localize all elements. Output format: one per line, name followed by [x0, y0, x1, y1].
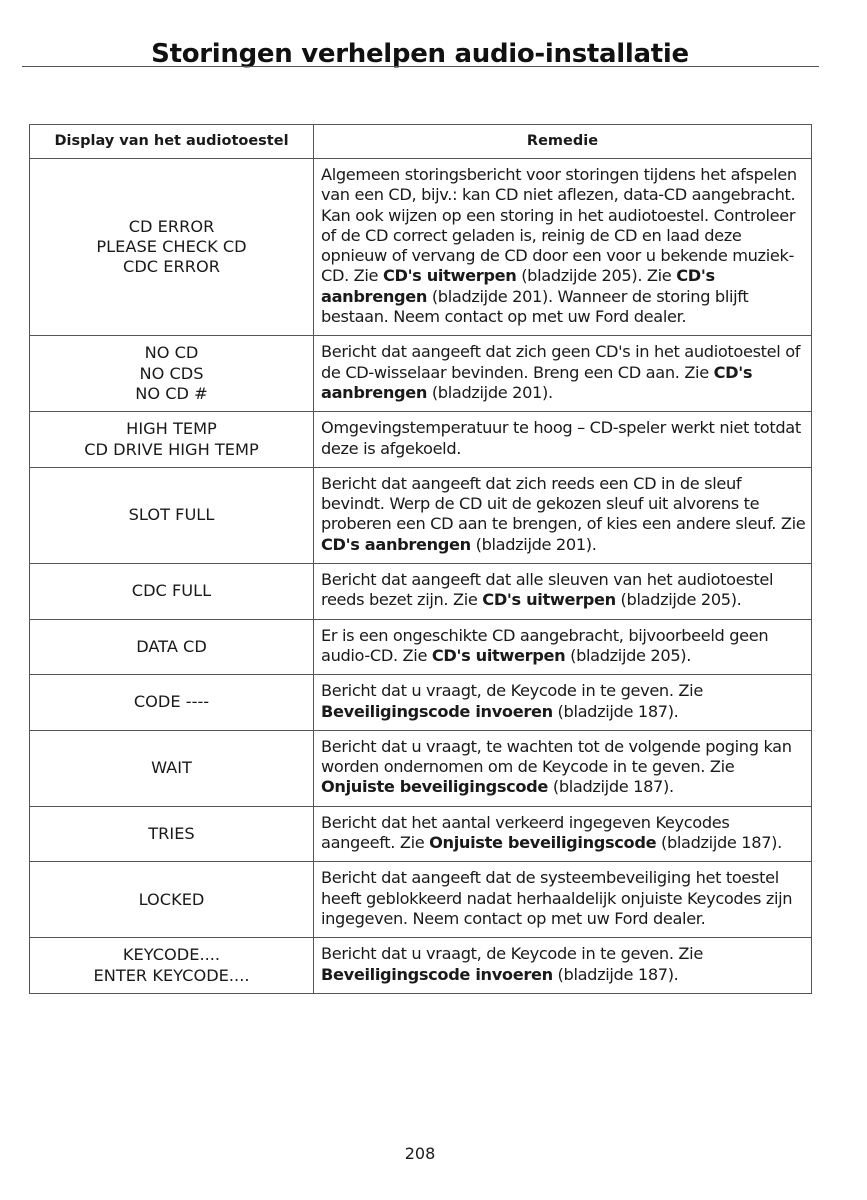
remedy-cell [314, 564, 812, 620]
display-message-cell [30, 675, 314, 731]
display-message: CD ERROR [128, 216, 215, 236]
display-message: HIGH TEMP [126, 419, 217, 439]
table-row [30, 619, 812, 675]
remedy-reference: CD's aanbrengen [321, 362, 753, 402]
header-remedy: Remedie [314, 125, 812, 159]
table-row [30, 564, 812, 620]
page-title: Storingen verhelpen audio-installatie [151, 39, 689, 70]
remedy-reference: Beveiligingscode invoeren [321, 964, 553, 984]
header-display: Display van het audiotoestel [30, 125, 314, 159]
display-message-cell [30, 938, 314, 994]
remedy-cell [314, 467, 812, 563]
remedy-cell [314, 730, 812, 806]
table-row [30, 806, 812, 862]
remedy-text: Er is een ongeschikte CD aangebracht, bijvoorbeeld geen audio-CD. Zie [321, 625, 769, 665]
remedy-cell [314, 159, 812, 336]
remedy-text: (bladzijde 187). [552, 964, 679, 984]
display-message-cell [30, 412, 314, 468]
display-message-cell [30, 336, 314, 412]
remedy-text: Bericht dat aangeeft dat zich reeds een CD in de sleuf bevindt. Werp de CD uit de gekozen sleuf uit alvorens te proberen een CD aan te brengen, of kies een andere sleuf. Zie [321, 473, 806, 534]
display-message: CODE ---- [133, 692, 210, 712]
remedy-text: (bladzijde 187). [548, 777, 674, 797]
remedy-text: (bladzijde 205). Zie [516, 266, 677, 286]
table-row [30, 730, 812, 806]
remedy-reference: CD's uitwerpen [431, 645, 566, 665]
table-row [30, 675, 812, 731]
display-message: TRIES [148, 823, 195, 843]
display-message: KEYCODE.... [122, 945, 221, 965]
display-message: CD DRIVE HIGH TEMP [84, 439, 259, 459]
display-message-cell [30, 159, 314, 336]
table-row [30, 412, 812, 468]
remedy-text: (bladzijde 205). [565, 645, 692, 665]
remedy-text: (bladzijde 205). [615, 590, 742, 610]
table-header-row [30, 125, 812, 159]
remedy-cell [314, 336, 812, 412]
table-row [30, 862, 812, 938]
remedy-text: (bladzijde 201). Wanneer de storing blijft bestaan. Neem contact op met uw Ford dealer. [321, 286, 749, 327]
remedy-text: (bladzijde 201). [427, 382, 553, 402]
display-message: WAIT [151, 758, 192, 778]
display-message: LOCKED [138, 889, 205, 909]
table-row [30, 336, 812, 412]
display-message-cell [30, 730, 314, 806]
remedy-text: Bericht dat u vraagt, de Keycode in te geven. Zie [321, 944, 703, 964]
display-message: CDC FULL [131, 581, 212, 601]
display-message-cell [30, 467, 314, 563]
remedy-reference: CD's uitwerpen [382, 266, 517, 286]
table-row [30, 938, 812, 994]
remedy-text: Bericht dat het aantal verkeerd ingegeven Keycodes aangeeft. Zie [321, 812, 730, 853]
remedy-text: Bericht dat u vraagt, te wachten tot de volgende poging kan worden ondernomen om de Keycode in te geven. Zie [321, 736, 792, 777]
display-message-cell [30, 862, 314, 938]
remedy-cell [314, 938, 812, 994]
remedy-cell [314, 675, 812, 731]
table-row [30, 159, 812, 336]
remedy-text: (bladzijde 187). [552, 701, 679, 721]
display-message-cell [30, 619, 314, 675]
remedy-text: Bericht dat u vraagt, de Keycode in te geven. Zie [321, 681, 703, 701]
table-body [30, 159, 812, 994]
display-message-cell [30, 564, 314, 620]
page-number: 208 [404, 1144, 436, 1163]
title-divider [22, 66, 819, 67]
remedy-text: (bladzijde 201). [470, 534, 597, 554]
display-message: PLEASE CHECK CD [96, 237, 247, 257]
display-message: NO CDS [139, 363, 204, 383]
display-message: DATA CD [136, 636, 207, 656]
display-message: NO CD [144, 343, 199, 363]
display-message: NO CD # [135, 383, 208, 403]
display-message: ENTER KEYCODE.... [93, 965, 250, 985]
remedy-reference: CD's aanbrengen [321, 266, 715, 306]
remedy-reference: Onjuiste beveiligingscode [429, 833, 657, 853]
remedy-reference: CD's uitwerpen [482, 590, 616, 610]
remedy-cell [314, 806, 812, 862]
remedy-text: (bladzijde 187). [656, 833, 782, 853]
display-message: CDC ERROR [123, 257, 220, 277]
remedy-text: Omgevingstemperatuur te hoog – CD-speler werkt niet totdat deze is afgekoeld. [321, 418, 801, 458]
remedy-reference: Beveiligingscode invoeren [321, 701, 553, 721]
remedy-text: Bericht dat aangeeft dat alle sleuven van het audiotoestel reeds bezet zijn. Zie [321, 570, 774, 610]
remedy-text: Bericht dat aangeeft dat zich geen CD's in het audiotoestel of de CD-wisselaar bevinden. Breng een CD aan. Zie [321, 342, 801, 382]
remedy-cell [314, 862, 812, 938]
remedy-text: Algemeen storingsbericht voor storingen tijdens het afspelen van een CD, bijv.: kan CD niet aflezen, data-CD aangebracht. Kan ook wijzen op een storing in het audiotoestel. Controleer of de CD correct geladen is, reinig de CD en laad deze opnieuw of vervang de CD door een voor u bekende muziek-CD. Zie [321, 165, 797, 286]
troubleshooting-table [29, 124, 812, 994]
remedy-reference: Onjuiste beveiligingscode [321, 777, 549, 797]
remedy-text: Bericht dat aangeeft dat de systeembeveiliging het toestel heeft geblokkeerd nadat herhaaldelijk onjuiste Keycodes zijn ingegeven. Neem contact op met uw Ford dealer. [321, 868, 793, 928]
display-message: SLOT FULL [128, 505, 215, 525]
display-message-cell [30, 806, 314, 862]
remedy-cell [314, 412, 812, 468]
table-row [30, 467, 812, 563]
remedy-reference: CD's aanbrengen [321, 534, 471, 554]
remedy-cell [314, 619, 812, 675]
